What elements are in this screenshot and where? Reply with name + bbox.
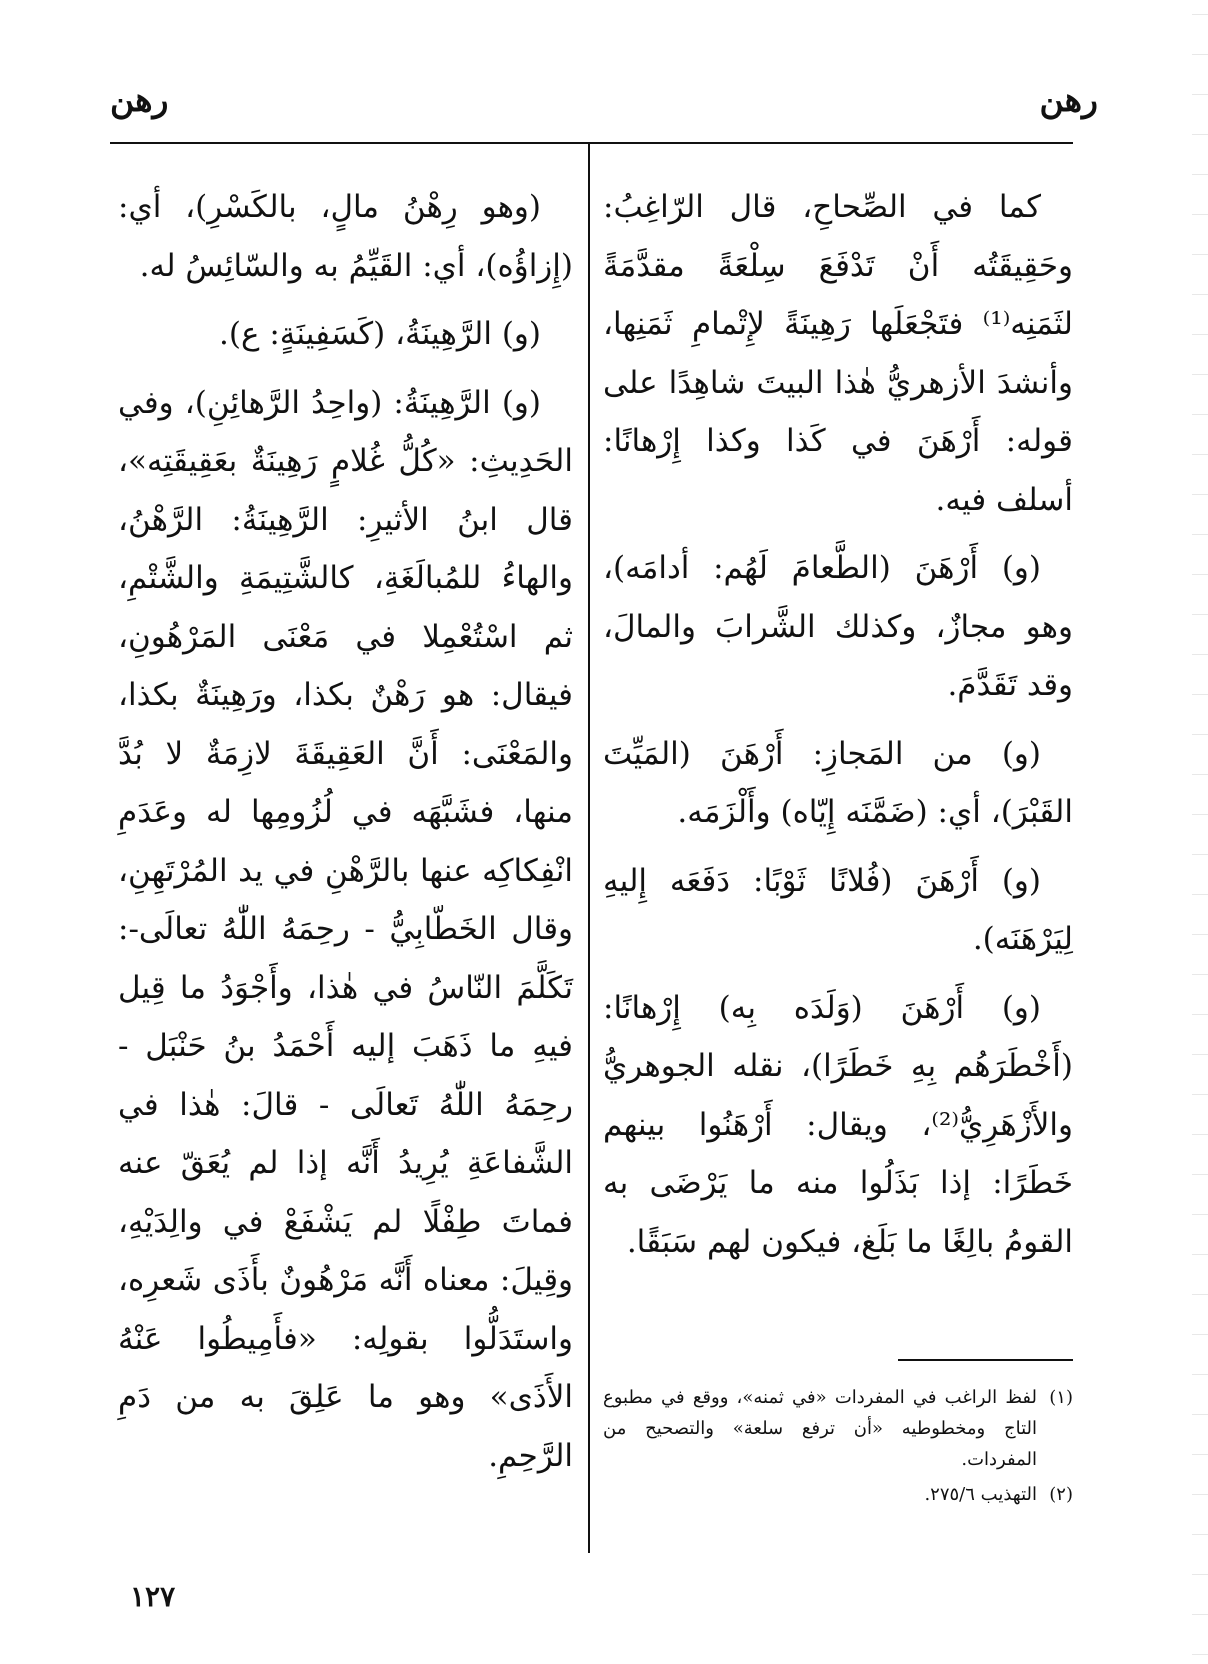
paragraph: (و) أَرْهَنَ (وَلَدَه بِه) إِرْهانًا: (أَخْطَرَهُم بِهِ خَطَرًا)، نقله الجوهريُّ والأَزْهَرِيُّ⁽²⁾، ويقال: أَرْهَنُوا بينهم خَطَرًا: إذا بَذَلُوا منه ما يَرْضَى به القومُ بالِغًا ما بَلَغ، فيكون لهم سَبَقًا.: [603, 989, 1073, 1260]
header-title-right: رهن: [1039, 80, 1098, 119]
paragraph: (و) الرَّهِينَةُ: (واحِدُ الرَّهائِنِ)، وفي الحَدِيثِ: «كُلُّ غُلامٍ رَهِينَةٌ بعَقِيقَتِه»، قال ابنُ الأثيرِ: الرَّهِينَةُ: الرَّهْنُ، والهاءُ للمُبالَغَةِ، كالشَّتِيمَةِ والشَّتْمِ، ثم اسْتُعْمِلا في مَعْنَى المَرْهُونِ، فيقال: هو رَهْنٌ بكذا، ورَهِينَةٌ بكذا، والمَعْنَى: أَنَّ العَقِيقَةَ لازِمَةٌ لا بُدَّ منها، فشَبَّهَه في لُزُومِها له وعَدَمِ انْفِكاكِه عنها بالرَّهْنِ في يد المُرْتَهِنِ، وقال الخَطّابِيُّ - رحِمَهُ اللّٰهُ تعالَى-: تَكَلَّمَ النّاسُ في هٰذا، وأَجْوَدُ ما قِيل فيهِ ما ذَهَبَ إليه أَحْمَدُ بنُ حَنْبَل - رحِمَهُ اللّٰهُ تَعالَى - قالَ: هٰذا في الشَّفاعَةِ يُرِيدُ أَنَّه إذا لم يُعَقّ عنه فماتَ طِفْلًا لم يَشْفَعْ في والِدَيْهِ، وقِيلَ: معناه أَنَّه مَرْهُونٌ بأَذَى شَعرِه، واستَدَلُّوا بقولِه: «فأَمِيطُوا عَنْهُ الأَذَى» وهو ما عَلِقَ به من دَمِ الرَّحِمِ.: [118, 384, 573, 1474]
paragraph: كما في الصِّحاحِ، قال الرّاغِبُ: وحَقِيقَتُه أَنْ تَدْفَعَ سِلْعَةً مقدَّمَةً لثَمَنِه⁽¹⁾ فتَجْعَلَها رَهِينَةً لإِتْمامِ ثَمَنِها، وأنشدَ الأزهريُّ هٰذا البيتَ شاهِدًا على قوله: أَرْهَنَ في كَذا وكذا إِرْهانًا: أسلف فيه.: [603, 189, 1073, 518]
header-title-left: رهن: [110, 80, 169, 119]
footnote: [603, 1382, 1073, 1475]
paragraph: (وهو رِهْنُ مالٍ، بالكَسْرِ)، أي: (إِزاؤُه)، أي: القَيِّمُ به والسّائِسُ له.: [118, 189, 573, 284]
scan-edge: [1192, 0, 1208, 1664]
footnote-number: (١): [1049, 1387, 1073, 1408]
paragraph: (و) أَرْهَنَ (الطَّعامَ لَهُم: أدامَه)، وهو مجازٌ، وكذلك الشَّرابَ والمالَ، وقد تَقَدَّمَ.: [603, 550, 1073, 703]
footnote-rule: [898, 1359, 1073, 1361]
right-column: [603, 178, 1073, 1281]
running-header: [110, 80, 1098, 130]
column-divider: [588, 143, 590, 1553]
footnote: [603, 1479, 1073, 1510]
footnote-text: التهذيب ٢٧٥/٦.: [924, 1484, 1037, 1505]
footnote-text: لفظ الراغب في المفردات «في ثمنه»، ووقع في مطبوع التاج ومخطوطيه «أن ترفع سلعة» والتصحيح من المفردات.: [603, 1387, 1037, 1470]
left-column: [118, 178, 573, 1495]
footnotes: [603, 1382, 1073, 1514]
paragraph: (و) الرَّهِينَةُ، (كَسَفِينَةٍ: ع).: [219, 316, 541, 352]
header-rule: [110, 142, 1073, 144]
paragraph: (و) من المَجازِ: أَرْهَنَ (المَيِّتَ القَبْرَ)، أي: (ضَمَّنَه إِيّاه) وأَلْزَمَه.: [603, 735, 1073, 830]
page-number: ١٢٧: [130, 1580, 176, 1613]
footnote-number: (٢): [1049, 1484, 1073, 1505]
paragraph: (و) أَرْهَنَ (فُلانًا ثَوْبًا: دَفَعَه إِليهِ لِيَرْهَنَه).: [603, 862, 1073, 957]
